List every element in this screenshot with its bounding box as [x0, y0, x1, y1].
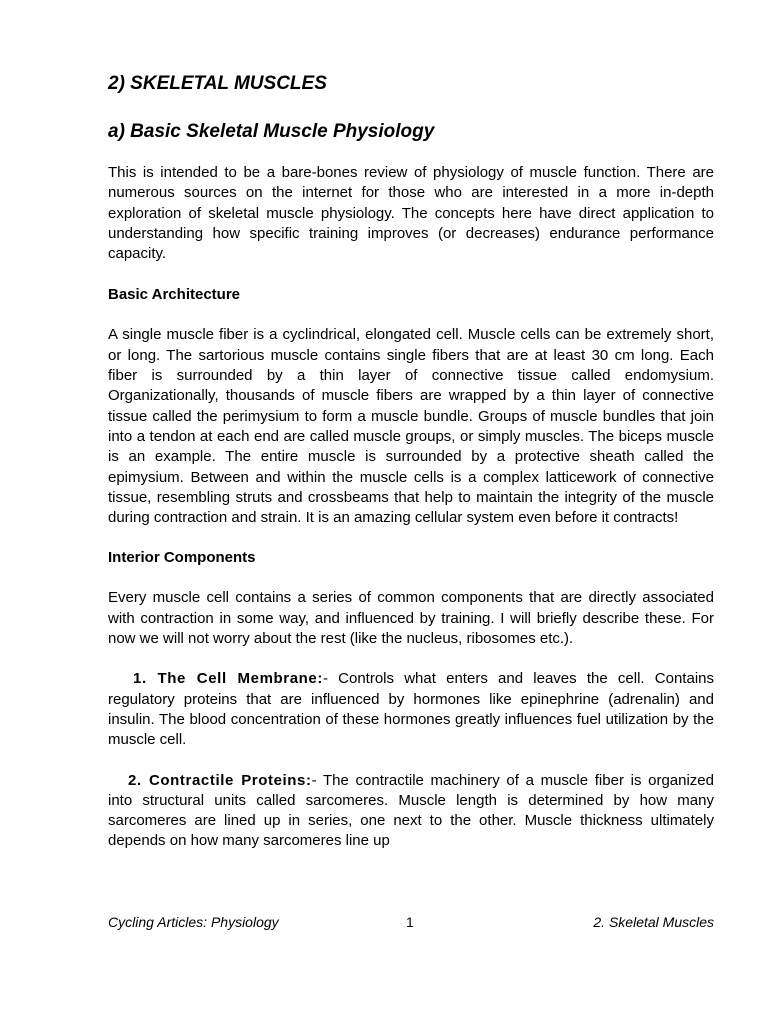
subsection-title: a) Basic Skeletal Muscle Physiology: [108, 121, 435, 142]
footer-chapter-title: 2. Skeletal Muscles: [593, 914, 714, 930]
list-item-heading: 1. The Cell Membrane:: [133, 670, 323, 688]
list-item-heading: 2. Contractile Proteins:: [128, 771, 312, 789]
list-item-contractile-proteins: [108, 771, 714, 852]
interior-components-heading: Interior Components: [108, 549, 256, 567]
interior-components-paragraph: Every muscle cell contains a series of common components that are directly associated with contraction in some way, and influenced by training. I will briefly describe these. For now we will not worry about the rest (like the nucleus, ribosomes etc.).: [108, 589, 714, 648]
footer-page-number: 1: [406, 914, 414, 930]
list-item-text: - Controls what enters and leaves the cell. Contains regulatory proteins that are influenced by hormones like epinephrine (adrenalin) and insulin. The blood concentration of these hormones greatly influences fuel utilization by the muscle cell.: [108, 670, 714, 749]
basic-architecture-heading: Basic Architecture: [108, 286, 240, 304]
list-item-text: - The contractile machinery of a muscle fiber is organized into structural units called sarcomeres. Muscle length is determined by how many sarcomeres are lined up in series, one next to the other. Muscle thickness ultimately depends on how many sarcomeres line up: [108, 771, 714, 850]
page-footer: [108, 912, 714, 932]
intro-paragraph: This is intended to be a bare-bones review of physiology of muscle function. There are numerous sources on the internet for those who are interested in a more in-depth exploration of skeletal muscle physiology. The concepts here have direct application to understanding how specific training improves (or decreases) endurance performance capacity.: [108, 164, 714, 263]
page-content: [108, 70, 714, 852]
section-title: 2) SKELETAL MUSCLES: [108, 73, 327, 94]
list-item-cell-membrane: [108, 669, 714, 750]
footer-document-title: Cycling Articles: Physiology: [108, 914, 279, 930]
basic-architecture-paragraph: A single muscle fiber is a cyclindrical, elongated cell. Muscle cells can be extremely short, or long. The sartorious muscle contains single fibers that are at least 30 cm long. Each fiber is surrounded by a thin layer of connective tissue called endomysium. Organizationally, thousands of muscle fibers are wrapped by a thin layer of connective tissue called the perimysium to form a muscle bundle. Groups of muscle bundles that join into a tendon at each end are called muscle groups, or simply muscles. The biceps muscle is an example. The entire muscle is surrounded by a protective sheath called the epimysium. Between and within the muscle cells is a complex latticework of connective tissue, resembling struts and crossbeams that help to maintain the integrity of the muscle during contraction and strain. It is an amazing cellular system even before it contracts!: [108, 326, 714, 527]
